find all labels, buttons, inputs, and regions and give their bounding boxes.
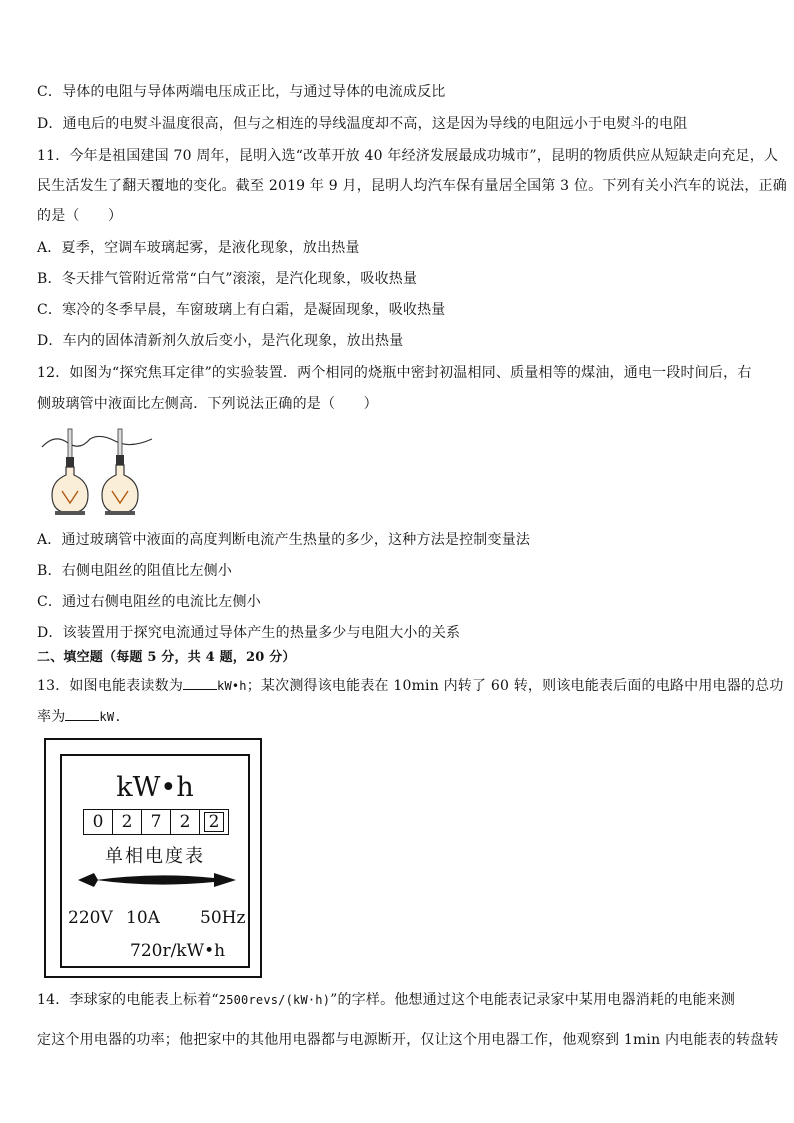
question-12-line-1: 12．如图为“探究焦耳定律”的实验装置．两个相同的烧瓶中密封初温相同、质量相等的煤油，通电一段时间后，右: [37, 365, 752, 381]
joule-law-apparatus-figure: [40, 425, 155, 517]
question-13-line-2: [37, 706, 122, 727]
rotation-arrow-icon: [74, 870, 238, 890]
question-14-text: 14．李球家的电能表上标着“: [37, 992, 219, 1008]
answer-blank-power: [65, 706, 99, 721]
meter-unit-label: kW•h: [116, 772, 194, 803]
option-d-prev: D．通电后的电熨斗温度很高，但与之相连的导线温度却不高，这是因为导线的电阻远小于电熨斗的电阻: [37, 116, 688, 132]
question-11-option-d: D．车内的固体清新剂久放后变小，是汽化现象，放出热量: [37, 333, 404, 349]
meter-digit: 2: [113, 810, 142, 834]
meter-rate: 720r/kW•h: [130, 941, 226, 961]
meter-decimal-digit: [200, 810, 228, 834]
question-13-text: 13．如图电能表读数为: [37, 678, 184, 694]
question-14-line-1: [37, 990, 735, 1010]
question-14-line-2: 定这个用电器的功率；他把家中的其他用电器都与电源断开，仅让这个用电器工作，他观察到 1min 内电能表的转盘转: [37, 1032, 779, 1048]
meter-voltage: 220V: [68, 908, 113, 928]
meter-frequency: 50Hz: [200, 908, 246, 928]
question-13-text-cont: ；某次测得该电能表在 10min 内转了 60 转，则该电能表后面的电路中用电器的总功: [246, 678, 784, 694]
meter-digit: 2: [171, 810, 200, 834]
question-11-option-c: C．寒冷的冬季早晨，车窗玻璃上有白霜，是凝固现象，吸收热量: [37, 302, 446, 318]
meter-current: 10A: [126, 908, 160, 928]
unit-kw: kW.: [99, 710, 122, 724]
meter-panel: [60, 754, 250, 968]
question-11-line-1: 11．今年是祖国建国 70 周年，昆明入选“改革开放 40 年经济发展最成功城市”，昆明的物质供应从短缺走向充足，人: [37, 148, 779, 164]
unit-kwh: kW•h: [217, 679, 247, 693]
meter-name-label: 单相电度表: [105, 846, 205, 867]
question-11-line-3: 的是（ ）: [37, 208, 123, 224]
question-11-option-b: B．冬天排气管附近常常“白气”滚滚，是汽化现象，吸收热量: [37, 271, 418, 287]
question-12-option-a: A．通过玻璃管中液面的高度判断电流产生热量的多少，这种方法是控制变量法: [37, 532, 531, 548]
question-11-line-2: 民生活发生了翻天覆地的变化。截至 2019 年 9 月，昆明人均汽车保有量居全国第 3 位。下列有关小汽车的说法，正确: [37, 178, 787, 194]
question-14-text-cont: ”的字样。他想通过这个电能表记录家中某用电器消耗的电能来测: [330, 992, 736, 1008]
meter-digit: 0: [84, 810, 113, 834]
question-13-text-2: 率为: [37, 709, 66, 725]
question-11-option-a: A．夏季，空调车玻璃起雾，是液化现象，放出热量: [37, 240, 360, 256]
question-12-line-2: 侧玻璃管中液面比左侧高．下列说法正确的是（ ）: [37, 396, 378, 412]
meter-decimal-digit-value: 2: [204, 812, 224, 832]
question-13-line-1: [37, 675, 784, 696]
electric-meter-figure: [44, 738, 262, 978]
section-heading-fill-in: 二、填空题（每题 5 分，共 4 题，20 分）: [37, 650, 296, 665]
option-c-prev: C．导体的电阻与导体两端电压成正比，与通过导体的电流成反比: [37, 84, 446, 100]
meter-constant: 2500revs/(kW·h): [218, 993, 331, 1007]
question-12-option-c: C．通过右侧电阻丝的电流比左侧小: [37, 594, 261, 610]
meter-digit: 7: [142, 810, 171, 834]
question-12-option-d: D．该装置用于探究电流通过导体产生的热量多少与电阻大小的关系: [37, 625, 461, 641]
answer-blank-reading: [183, 675, 217, 690]
meter-digit-counter: [83, 809, 229, 835]
question-12-option-b: B．右侧电阻丝的阻值比左侧小: [37, 563, 233, 579]
